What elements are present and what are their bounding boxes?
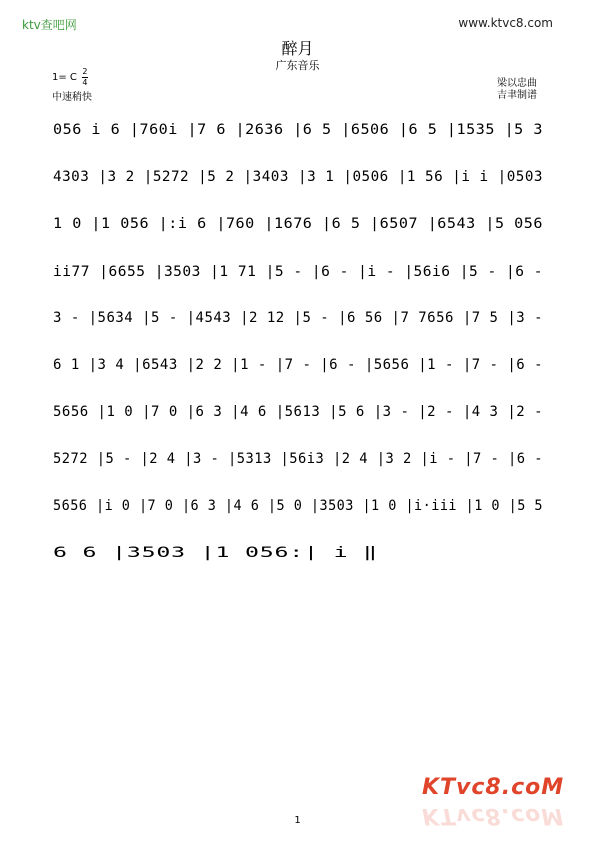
key-signature: [52, 68, 88, 87]
site-logo: KTvc8.coM: [422, 775, 565, 800]
score-line-9: [53, 498, 543, 520]
page-number: 1: [294, 815, 301, 826]
score-text: 6 6 |3503 |1 056:| i ‖: [53, 545, 378, 561]
meter-top: 2: [82, 67, 88, 76]
meter-bottom: 4: [82, 78, 88, 87]
composer: 梁以忠曲: [497, 78, 537, 89]
credits: [497, 78, 537, 102]
arranger: 吉聿制谱: [497, 90, 537, 101]
tempo-marking: 中速稍快: [52, 92, 92, 103]
score-line-2: [53, 169, 543, 191]
time-signature: [82, 68, 88, 87]
score-line-5: [53, 310, 543, 332]
score-text: 5656 |i 0 |7 0 |6 3 |4 6 |5 0 |3503 |1 0 |i·iii |1 0 |5 5: [53, 498, 543, 514]
score-line-1: [53, 122, 543, 144]
score-text: 5272 |5 - |2 4 |3 - |5313 |56i3 |2 4 |3 2 |i - |7 - |6 -: [53, 451, 543, 467]
score-line-6: [53, 357, 543, 379]
song-subtitle: 广东音乐: [275, 59, 320, 72]
score-text: 3 - |5634 |5 - |4543 |2 12 |5 - |6 56 |7 7656 |7 5 |3 -: [53, 310, 543, 326]
site-url: www.ktvc8.com: [458, 16, 553, 30]
score-line-3: [53, 216, 543, 238]
score-text: 5656 |1 0 |7 0 |6 3 |4 6 |5613 |5 6 |3 - |2 - |4 3 |2 -: [53, 404, 543, 420]
score-line-4: [53, 264, 543, 286]
site-logo-reflection: KTvc8.coM: [422, 803, 565, 828]
score-text: 1 0 |1 056 |:i 6 |760 |1676 |6 5 |6507 |6543 |5 056: [53, 216, 543, 232]
score-text: 6 1 |3 4 |6543 |2 2 |1 - |7 - |6 - |5656 |1 - |7 - |6 -: [53, 357, 543, 373]
key-label: 1= C: [52, 72, 77, 83]
score-text: 056 i 6 |760i |7 6 |2636 |6 5 |6506 |6 5 |1535 |5 3: [53, 122, 543, 138]
score-line-8: [53, 451, 543, 473]
score-line-7: [53, 404, 543, 426]
score-text: ii77 |6655 |3503 |1 71 |5 - |6 - |i - |56i6 |5 - |6 -: [53, 264, 543, 280]
song-title: 醉月: [281, 39, 314, 58]
score-line-10: [53, 545, 543, 567]
site-name-left: ktv查吧网: [22, 18, 77, 32]
score-text: 4303 |3 2 |5272 |5 2 |3403 |3 1 |0506 |1 56 |i i |0503: [53, 169, 543, 185]
